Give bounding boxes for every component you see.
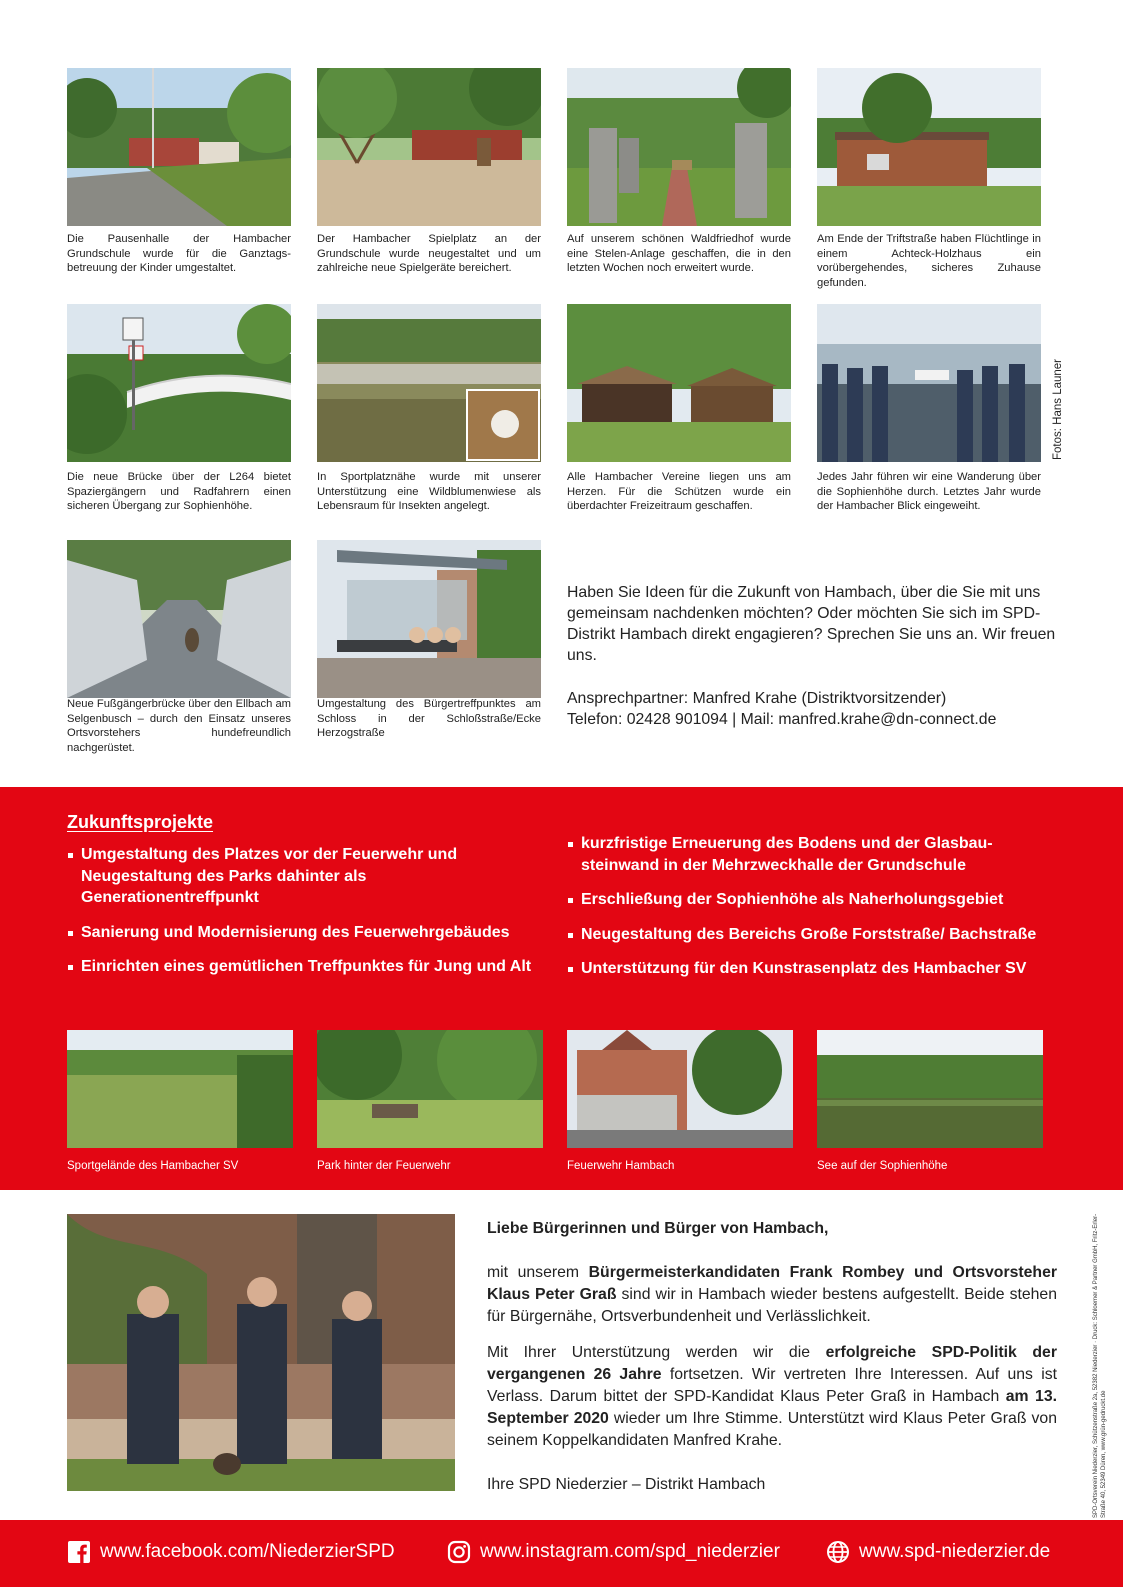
letter-paragraph — [487, 1262, 1057, 1328]
photo-hiking-group — [817, 304, 1041, 462]
facebook-link[interactable] — [67, 1540, 395, 1564]
photo-caption: Die neue Brücke über der L264 bietet Spaziergängern und Radfahrern einen sicheren Übergang zur Sophienhöhe. — [67, 471, 291, 513]
photo-footbridge-ellbach — [67, 540, 291, 698]
project-item: Erschließung der Sophienhöhe als Naherholungsgebiet — [567, 889, 1057, 911]
contact-phone-mail: Telefon: 02428 901094 | Mail: manfred.krahe@dn-connect.de — [567, 711, 997, 728]
imprint: SPD-Ortsverein Niederzier, Schützenstraße 2a, 52382 Niederzier · Druck: Schloemer & Partner GmbH, Fritz-Erler-Straße 40, 52349 Düren, www.grün-gedruckt.de — [1093, 1213, 1107, 1518]
instagram-link[interactable] — [447, 1540, 780, 1564]
project-item: Umgestaltung des Platzes vor der Feuerwehr und Neugestaltung des Parks dahinter als Generationentreffpunkt — [67, 844, 547, 909]
photo-caption: See auf der Sophienhöhe — [817, 1160, 948, 1172]
text: Mit Ihrer Unterstützung werden wir die — [487, 1344, 826, 1361]
letter-signature: Ihre SPD Niederzier – Distrikt Hambach — [487, 1476, 766, 1493]
contact-person: Ansprechpartner: Manfred Krahe (Distriktvorsitzender) — [567, 690, 947, 707]
photo-bus-shelter — [317, 540, 541, 698]
photo-credit: Fotos: Hans Launer — [1052, 358, 1064, 460]
emphasis: Bürgermeisterkandidaten Frank Rombey und Ortsvorsteher Klaus Peter Graß — [487, 1264, 1058, 1303]
photo-caption: Am Ende der Triftstraße haben Flüchtlinge in einem Achteck-Holzhaus ein vorübergehendes, sicheres Zuhause gefunden. — [817, 233, 1041, 289]
photo-park-fire-station — [317, 1030, 543, 1148]
photo-caption: Jedes Jahr führen wir eine Wanderung über die Sophienhöhe durch. Letztes Jahr wurde der Hambacher Blick eingeweiht. — [817, 471, 1041, 513]
letter-greeting: Liebe Bürgerinnen und Bürger von Hambach, — [487, 1220, 829, 1237]
photo-caption: Auf unserem schönen Waldfriedhof wurde eine Stelen-Anlage geschaffen, die in den letzten Wochen noch erweitert wurde. — [567, 233, 791, 275]
footer — [0, 1520, 1123, 1587]
photo-caption: Umgestaltung des Bürgertreffpunktes am Schloss in der Schloßstraße/Ecke Herzogstraße — [317, 698, 541, 740]
facebook-url: www.facebook.com/NiederzierSPD — [100, 1541, 395, 1562]
section-title: Zukunftsprojekte — [67, 812, 214, 832]
website-link[interactable] — [826, 1540, 1050, 1564]
text: sind wir in Hambach wieder bestens aufgestellt. Beide stehen für Bürgernähe, Ortsverbundenheit und Verlässlichkeit. — [487, 1286, 1057, 1325]
projects-list-right — [567, 833, 1057, 993]
photo-sports-ground — [67, 1030, 293, 1148]
photo-fire-station — [567, 1030, 793, 1148]
text: fortsetzen. Wir vertreten Ihre Interessen. Auf uns ist Verlass. Darum bittet der SPD-Kandidat Klaus Peter Graß in Hambach — [487, 1366, 1057, 1405]
photo-caption: Park hinter der Feuerwehr — [317, 1160, 451, 1172]
photo-caption: Sportgelände des Hambacher SV — [67, 1160, 239, 1172]
photo-octagon-house — [817, 68, 1041, 226]
website-url: www.spd-niederzier.de — [859, 1541, 1051, 1562]
letter — [487, 1218, 1057, 1496]
photo-wildflower-meadow — [317, 304, 541, 462]
text: mit unserem — [487, 1264, 589, 1281]
photo-bridge-l264 — [67, 304, 291, 462]
emphasis-date: am 13. September 2020 — [487, 1388, 1057, 1427]
projects-list-left — [67, 844, 547, 991]
photo-caption: Alle Hambacher Vereine liegen uns am Herzen. Für die Schützen wurde ein überdachter Freizeitraum geschaffen. — [567, 471, 791, 513]
photo-caption: Neue Fußgängerbrücke über den Ellbach am Selgenbusch – durch den Einsatz unseres Ortsvorstehers hundefreundlich nachgerüstet. — [67, 698, 291, 754]
photo-caption: Der Hambacher Spielplatz an der Grundschule wurde neugestaltet und um zahlreiche neue Spielgeräte bereichert. — [317, 233, 541, 275]
text: wieder um Ihre Stimme. Unterstützt wird Klaus Peter Graß von seinem Koppelkandidaten Manfred Krahe. — [487, 1410, 1057, 1449]
contact-block — [567, 582, 1067, 730]
project-item: Sanierung und Modernisierung des Feuerwehrgebäudes — [67, 922, 547, 944]
instagram-url: www.instagram.com/spd_niederzier — [480, 1541, 780, 1562]
photo-caption: Feuerwehr Hambach — [567, 1160, 675, 1172]
photo-caption: Die Pausenhalle der Hambacher Grundschule wurde für die Ganztagsbetreuung der Kinder umgestaltet. — [67, 233, 291, 275]
photo-playground — [317, 68, 541, 226]
emphasis: erfolgreiche SPD-Politik der vergangenen 26 Jahre — [487, 1344, 1057, 1383]
project-item: Neugestaltung des Bereichs Große Forststraße/ Bachstraße — [567, 924, 1057, 946]
project-item: Einrichten eines gemütlichen Treffpunktes für Jung und Alt — [67, 956, 547, 978]
photo-school-break-hall — [67, 68, 291, 226]
photo-stele-cemetery — [567, 68, 791, 226]
photo-shooters-shelter — [567, 304, 791, 462]
instagram-icon — [447, 1540, 471, 1564]
contact-invitation: Haben Sie Ideen für die Zukunft von Hambach, über die Sie mit uns gemeinsam nachdenken möchten? Oder möchten Sie sich im SPD-Distrikt Hambach direkt engagieren? Sprechen Sie uns an. Wir freuen uns. — [567, 584, 1056, 664]
facebook-icon — [67, 1540, 91, 1564]
project-item: Unterstützung für den Kunstrasenplatz des Hambacher SV — [567, 958, 1057, 980]
letter-paragraph — [487, 1342, 1057, 1452]
photo-candidates — [67, 1214, 455, 1491]
globe-icon — [826, 1540, 850, 1564]
photo-caption: In Sportplatznähe wurde mit unserer Unterstützung eine Wildblumenwiese als Lebensraum für Insekten angelegt. — [317, 471, 541, 513]
photo-lake-sophienhoehe — [817, 1030, 1043, 1148]
project-item: kurzfristige Erneuerung des Bodens und der Glasbausteinwand in der Mehrzweckhalle der Grundschule — [567, 833, 1057, 876]
future-projects-section — [0, 787, 1123, 1190]
